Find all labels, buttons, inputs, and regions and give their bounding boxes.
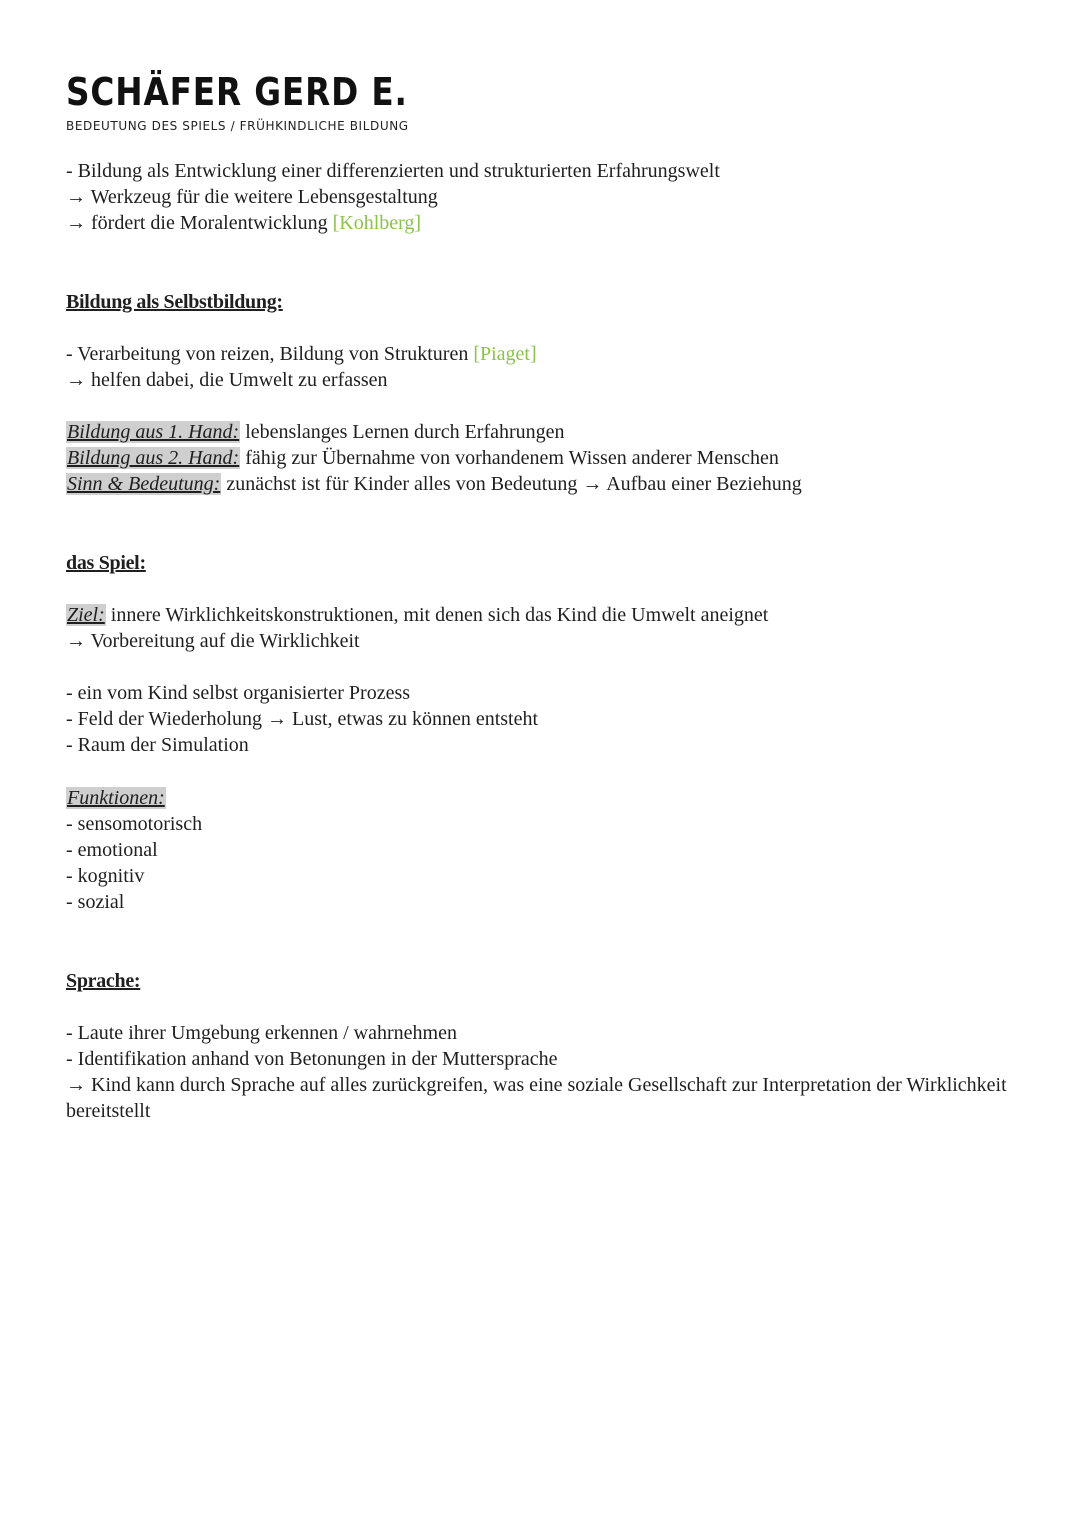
document-page [66, 68, 1026, 1124]
term-label: Sinn & Bedeutung: [67, 473, 221, 496]
sprache-line-2: - Identifikation anhand von Betonungen in der Muttersprache [66, 1047, 558, 1070]
term-text: fähig zur Übernahme von vorhandenem Wissen anderer Menschen [240, 447, 779, 470]
page-subtitle: BEDEUTUNG DES SPIELS / FRÜHKINDLICHE BILDUNG [66, 119, 409, 133]
term-row [66, 419, 1026, 445]
list-item: - Raum der Simulation [66, 734, 249, 757]
list-item: - kognitiv [66, 865, 145, 888]
page-title: SCHÄFER GERD E. [66, 70, 408, 114]
ziel-text: innere Wirklichkeitskonstruktionen, mit denen sich das Kind die Umwelt aneignet [105, 603, 769, 626]
sprache-heading: Sprache: [66, 969, 141, 992]
spiel-heading: das Spiel: [66, 551, 146, 574]
selbstbildung-line-1-text: - Verarbeitung von reizen, Bildung von Strukturen [66, 342, 474, 365]
spiel-section [66, 550, 1026, 916]
list-item: - ein vom Kind selbst organisierter Prozess [66, 682, 411, 705]
term-text: lebenslanges Lernen durch Erfahrungen [240, 421, 565, 444]
ziel-line [66, 602, 1026, 628]
list-item: - sensomotorisch [66, 812, 203, 835]
list-item: - emotional [66, 839, 158, 862]
term-text: zunächst ist für Kinder alles von Bedeutung → Aufbau einer Beziehung [221, 473, 802, 496]
sprache-section [66, 968, 1026, 1125]
selbstbildung-heading: Bildung als Selbstbildung: [66, 290, 283, 313]
sprache-line-3: → Kind kann durch Sprache auf alles zurückgreifen, was eine soziale Gesellschaft zur Interpretation der Wirklichkeit bereitstellt [66, 1074, 1007, 1123]
intro-line-3-text: → fördert die Moralentwicklung [66, 212, 333, 235]
funktionen-row [66, 785, 1026, 811]
piaget-reference: [Piaget] [473, 342, 537, 365]
kohlberg-reference: [Kohlberg] [332, 212, 422, 235]
list-item: - sozial [66, 891, 125, 914]
sprache-line-1: - Laute ihrer Umgebung erkennen / wahrnehmen [66, 1021, 457, 1044]
intro-line-3 [66, 210, 1026, 236]
term-row [66, 445, 1026, 471]
term-label: Bildung aus 2. Hand: [67, 447, 240, 470]
intro-line-1: - Bildung als Entwicklung einer differenzierten und strukturierten Erfahrungswelt [66, 160, 720, 182]
intro-line-2: → Werkzeug für die weitere Lebensgestaltung [66, 186, 438, 209]
selbstbildung-line-2: → helfen dabei, die Umwelt zu erfassen [66, 368, 388, 391]
selbstbildung-line-1 [66, 341, 1026, 367]
term-label: Bildung aus 1. Hand: [67, 421, 240, 444]
selbstbildung-section [66, 289, 1026, 498]
intro-section [66, 158, 1026, 237]
ziel-label: Ziel: [67, 603, 105, 626]
list-item: - Feld der Wiederholung → Lust, etwas zu können entsteht [66, 708, 539, 731]
ziel-arrow-line: → Vorbereitung auf die Wirklichkeit [66, 629, 360, 652]
term-row [66, 471, 1026, 497]
funktionen-label: Funktionen: [67, 786, 165, 809]
